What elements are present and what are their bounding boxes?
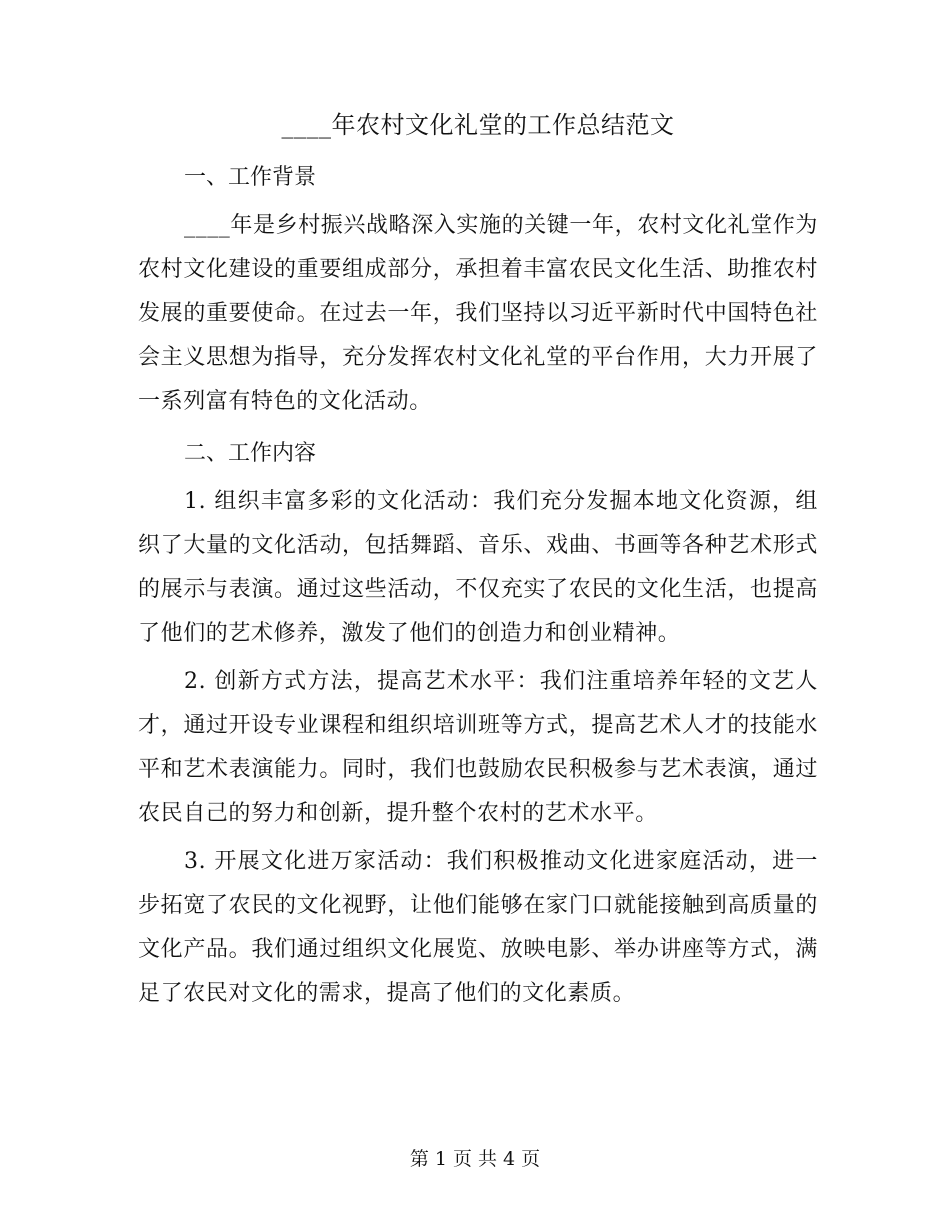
section-heading: 二、工作内容 (184, 441, 317, 466)
document-body (138, 98, 818, 1020)
paragraph: ____年是乡村振兴战略深入实施的关键一年，农村文化礼堂作为农村文化建设的重要组成部分，承担着丰富农民文化生活、助推农村发展的重要使命。在过去一年，我们坚持以习近平新时代中国特色社会主义思想为指导，充分发挥农村文化礼堂的平台作用，大力开展了一系列富有特色的文化活动。 (138, 213, 819, 414)
document-title: ____年农村文化礼堂的工作总结范文 (281, 111, 675, 139)
section-heading: 一、工作背景 (184, 165, 317, 190)
section-work-content (138, 428, 818, 1016)
paragraph-item-2: 2. 创新方式方法，提高艺术水平：我们注重培养年轻的文艺人才，通过开设专业课程和组织培训班等方式，提高艺术人才的技能水平和艺术表演能力。同时，我们也鼓励农民积极参与艺术表演，通过农民自己的努力和创新，提升整个农村的艺术水平。 (138, 669, 818, 826)
page-number-footer: 第 1 页 共 4 页 (409, 1148, 541, 1170)
paragraph-item-3: 3. 开展文化进万家活动：我们积极推动文化进家庭活动，进一步拓宽了农民的文化视野，让他们能够在家门口就能接触到高质量的文化产品。我们通过组织文化展览、放映电影、举办讲座等方式，满足了农民对文化的需求，提高了他们的文化素质。 (138, 849, 818, 1006)
section-background (138, 152, 818, 424)
paragraph-item-1: 1. 组织丰富多彩的文化活动：我们充分发掘本地文化资源，组织了大量的文化活动，包括舞蹈、音乐、戏曲、书画等各种艺术形式的展示与表演。通过这些活动，不仅充实了农民的文化生活，也提高了他们的艺术修养，激发了他们的创造力和创业精神。 (138, 489, 818, 646)
